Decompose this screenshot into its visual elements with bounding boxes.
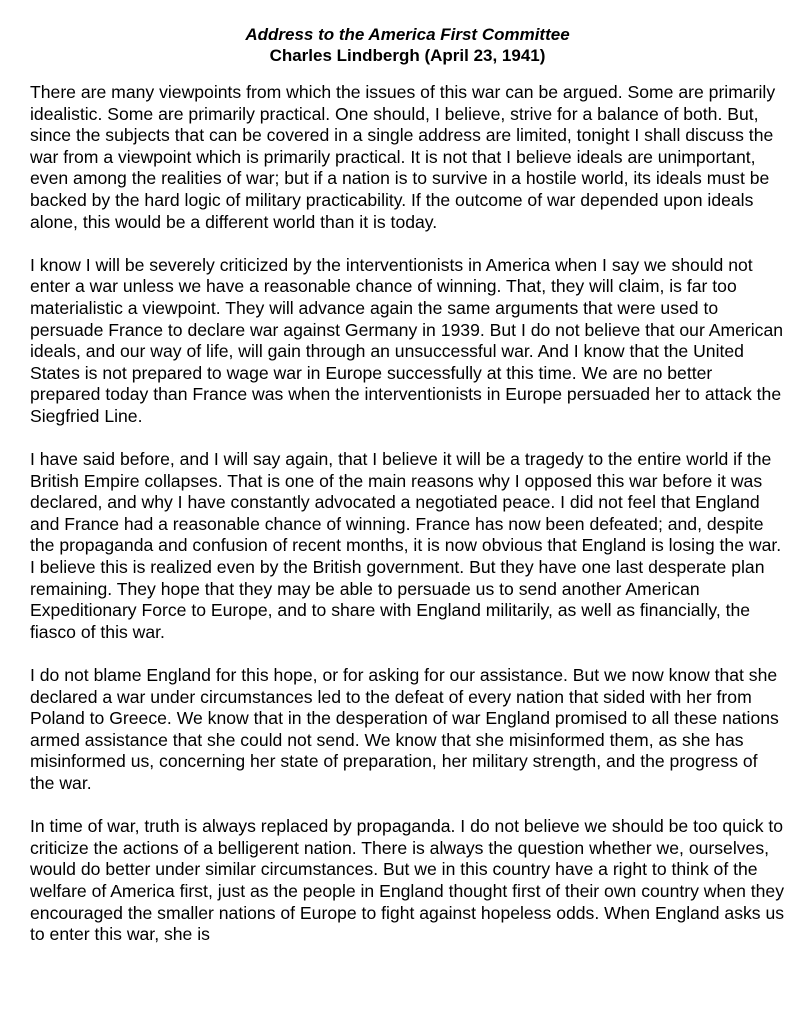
paragraph-5: In time of war, truth is always replaced by propaganda. I do not believe we should be too quick to criticize the actions of a belligerent nation. There is always the question whether we, ourselves, would do better under similar circumstances. But we in this country have a right to think of the welfare of America first, just as the people in England thought first of their own country when they encouraged the smaller nations of Europe to fight against hopeless odds. When England asks us to enter this war, she is: [30, 816, 785, 945]
paragraph-1: There are many viewpoints from which the issues of this war can be argued. Some are primarily idealistic. Some are primarily practical. One should, I believe, strive for a balance of both. But, since the subjects that can be covered in a single address are limited, tonight I shall discuss the war from a viewpoint which is primarily practical. It is not that I believe ideals are unimportant, even among the realities of war; but if a nation is to survive in a hostile world, its ideals must be backed by the hard logic of military practicability. If the outcome of war depended upon ideals alone, this would be a different world than it is today.: [30, 82, 776, 232]
title-block: [30, 24, 785, 66]
document-page: [30, 24, 785, 967]
document-title: Address to the America First Committee: [245, 25, 570, 44]
paragraph-3: I have said before, and I will say again, that I believe it will be a tragedy to the entire world if the British Empire collapses. That is one of the main reasons why I opposed this war before it was declared, and why I have constantly advocated a negotiated peace. I did not feel that England and France had a reasonable chance of winning. France has now been defeated; and, despite the propaganda and confusion of recent months, it is now obvious that England is losing the war. I believe this is realized even by the British government. But they have one last desperate plan remaining. They hope that they may be able to persuade us to send another American Expeditionary Force to Europe, and to share with England militarily, as well as financially, the fiasco of this war.: [30, 449, 782, 642]
paragraph-4: I do not blame England for this hope, or for asking for our assistance. But we now know that she declared a war under circumstances led to the defeat of every nation that sided with her from Poland to Greece. We know that in the desperation of war England promised to all these nations armed assistance that she could not send. We know that she misinformed them, as she has misinformed us, concerning her state of preparation, her military strength, and the progress of the war.: [30, 665, 779, 793]
paragraph-2: I know I will be severely criticized by the interventionists in America when I say we should not enter a war unless we have a reasonable chance of winning. That, they will claim, is far too materialistic a viewpoint. They will advance again the same arguments that were used to persuade France to declare war against Germany in 1939. But I do not believe that our American ideals, and our way of life, will gain through an unsuccessful war. And I know that the United States is not prepared to wage war in Europe successfully at this time. We are no better prepared today than France was when the interventionists in Europe persuaded her to attack the Siegfried Line.: [30, 254, 784, 426]
document-subtitle: Charles Lindbergh (April 23, 1941): [269, 46, 546, 65]
